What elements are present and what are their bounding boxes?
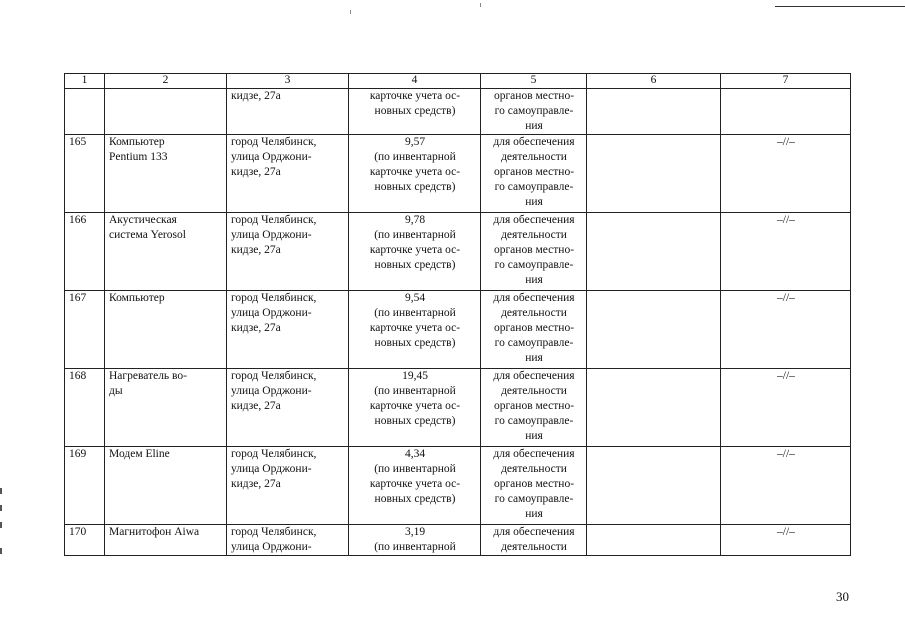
address-cell: город Челябинск, улица Орджони- [227,525,349,556]
value-cell: 3,19 (по инвентарной [349,525,481,556]
value-cell: 9,78 (по инвентарной карточке учета ос- новных средств) [349,213,481,291]
purpose-cell: органов местно- го самоуправле- ния [481,89,587,135]
table-row [65,89,851,135]
item-name-cell: Магнитофон Aiwa [105,525,227,556]
column-6-cell [587,135,721,213]
table-row [65,213,851,291]
scan-speck [350,10,351,14]
column-header: 2 [105,74,227,89]
value-cell: 19,45 (по инвентарной карточке учета ос- новных средств) [349,369,481,447]
note-cell: –//– [721,525,851,556]
property-register-table [64,73,851,556]
row-number-cell: 170 [65,525,105,556]
header-row [65,74,851,89]
address-cell: город Челябинск, улица Орджони- кидзе, 27а [227,447,349,525]
item-name-cell [105,89,227,135]
item-name-cell: Компьютер Pentium 133 [105,135,227,213]
row-number-cell: 168 [65,369,105,447]
note-cell: –//– [721,135,851,213]
scan-edge-mark [0,548,2,554]
column-6-cell [587,525,721,556]
column-6-cell [587,447,721,525]
note-cell: –//– [721,213,851,291]
column-6-cell [587,369,721,447]
row-number-cell: 169 [65,447,105,525]
item-name-cell: Компьютер [105,291,227,369]
value-cell: 9,57 (по инвентарной карточке учета ос- новных средств) [349,135,481,213]
address-cell: город Челябинск, улица Орджони- кидзе, 27а [227,213,349,291]
column-6-cell [587,89,721,135]
row-number-cell: 166 [65,213,105,291]
table-row [65,369,851,447]
note-cell: –//– [721,291,851,369]
item-name-cell: Нагреватель во- ды [105,369,227,447]
item-name-cell: Акустическая система Yerosol [105,213,227,291]
column-6-cell [587,291,721,369]
address-cell: город Челябинск, улица Орджони- кидзе, 27а [227,135,349,213]
value-cell: карточке учета ос- новных средств) [349,89,481,135]
scan-top-rule [775,6,905,7]
purpose-cell: для обеспечения деятельности органов местно- го самоуправле- ния [481,135,587,213]
address-cell: кидзе, 27а [227,89,349,135]
note-cell: –//– [721,447,851,525]
address-cell: город Челябинск, улица Орджони- кидзе, 27а [227,291,349,369]
column-header: 4 [349,74,481,89]
purpose-cell: для обеспечения деятельности органов местно- го самоуправле- ния [481,291,587,369]
row-number-cell: 165 [65,135,105,213]
page-number: 30 [836,589,849,604]
item-name-cell: Модем Eline [105,447,227,525]
column-header: 3 [227,74,349,89]
purpose-cell: для обеспечения деятельности органов местно- го самоуправле- ния [481,369,587,447]
column-header: 6 [587,74,721,89]
column-header: 7 [721,74,851,89]
column-6-cell [587,213,721,291]
column-header: 1 [65,74,105,89]
address-cell: город Челябинск, улица Орджони- кидзе, 27а [227,369,349,447]
purpose-cell: для обеспечения деятельности органов местно- го самоуправле- ния [481,447,587,525]
column-header: 5 [481,74,587,89]
table-row [65,135,851,213]
table-row [65,291,851,369]
value-cell: 4,34 (по инвентарной карточке учета ос- новных средств) [349,447,481,525]
table-row [65,447,851,525]
note-cell: –//– [721,369,851,447]
purpose-cell: для обеспечения деятельности [481,525,587,556]
scan-edge-mark [0,488,2,494]
scan-speck [480,3,481,7]
scan-edge-mark [0,505,2,511]
note-cell [721,89,851,135]
scan-edge-mark [0,522,2,528]
row-number-cell: 167 [65,291,105,369]
purpose-cell: для обеспечения деятельности органов местно- го самоуправле- ния [481,213,587,291]
row-number-cell [65,89,105,135]
value-cell: 9,54 (по инвентарной карточке учета ос- новных средств) [349,291,481,369]
table-row [65,525,851,556]
